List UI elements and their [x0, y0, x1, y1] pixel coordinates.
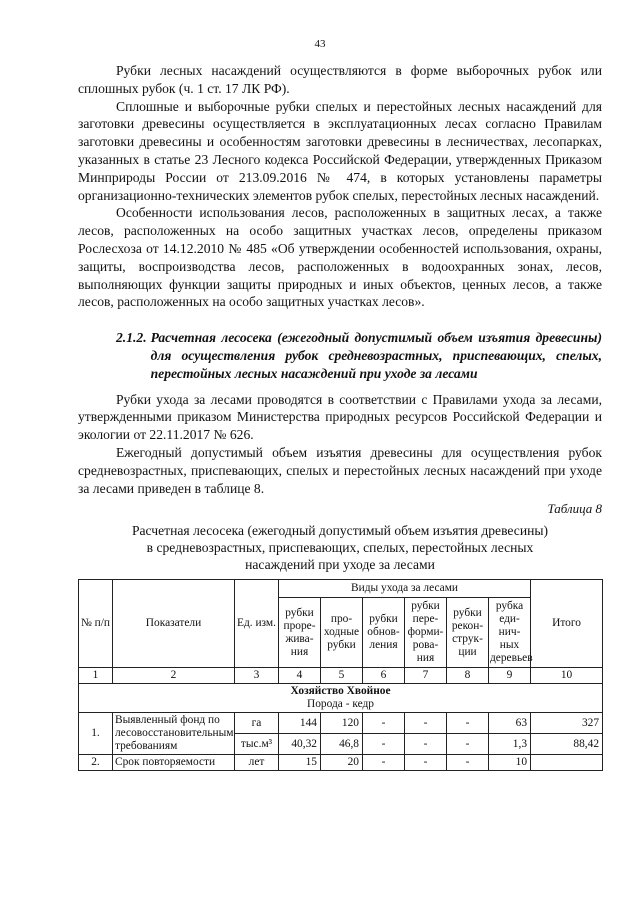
- row-value: 10: [489, 755, 531, 771]
- section-heading: [78, 329, 602, 382]
- row-value: -: [447, 734, 489, 755]
- forest-cutting-table: [78, 579, 603, 771]
- section-title: Расчетная лесосека (ежегодный допустимый объем изъятия древесины) для осуществления рубок средневозрастных, приспевающих, спелых, перестойных лесных насаждений при уходе за лесами: [150, 330, 602, 381]
- header-indicator: Показатели: [113, 580, 235, 668]
- row-num: 1.: [79, 713, 113, 755]
- row-value: 63: [489, 713, 531, 734]
- column-number: 2: [113, 668, 235, 684]
- row-value: -: [405, 713, 447, 734]
- header-num: № п/п: [79, 580, 113, 668]
- farm-section: [79, 684, 603, 713]
- row-value: 144: [279, 713, 321, 734]
- table-title-line: насаждений при уходе за лесами: [245, 557, 435, 573]
- row-value: -: [405, 734, 447, 755]
- column-number: 5: [321, 668, 363, 684]
- farm-row: [79, 684, 603, 713]
- column-number: 4: [279, 668, 321, 684]
- table-label: Таблица 8: [547, 501, 602, 517]
- row-value: -: [447, 713, 489, 734]
- header-type: рубка еди-нич-ных деревьев: [489, 598, 531, 668]
- page-number: 43: [314, 38, 326, 50]
- row-value: 120: [321, 713, 363, 734]
- row-value: -: [447, 755, 489, 771]
- row-value: -: [363, 734, 405, 755]
- column-number: 3: [235, 668, 279, 684]
- column-number: 9: [489, 668, 531, 684]
- column-number: 1: [79, 668, 113, 684]
- page-content: [78, 62, 602, 771]
- table-title-line: в средневозрастных, приспевающих, спелых, перестойных лесных: [146, 540, 534, 556]
- paragraph: Рубки ухода за лесами проводятся в соответствии с Правилами ухода за лесами, утвержденными приказом Министерства природных ресурсов Российской Федерации и экологии от 22.11.2017 № 626.: [78, 391, 602, 443]
- header-type: рубки проре-жива-ния: [279, 598, 321, 668]
- column-number: 10: [531, 668, 603, 684]
- row-value: 20: [321, 755, 363, 771]
- row-value: -: [405, 755, 447, 771]
- row-unit: га: [235, 713, 279, 734]
- column-number: 8: [447, 668, 489, 684]
- header-type: рубки пере-форми-рова-ния: [405, 598, 447, 668]
- header-group: Виды ухода за лесами: [279, 580, 531, 598]
- column-number-row: [79, 668, 603, 684]
- row-indicator: Срок повторяемости: [113, 755, 235, 771]
- paragraph: Рубки лесных насаждений осуществляются в форме выборочных рубок или сплошных рубок (ч. 1 ст. 17 ЛК РФ).: [78, 63, 602, 96]
- paragraph: Ежегодный допустимый объем изъятия древесины для осуществления рубок средневозрастных, приспевающих, спелых и перестойных лесных насаждений при уходе за лесами приведен в таблице 8.: [78, 444, 602, 496]
- header-total: Итого: [531, 580, 603, 668]
- row-value: 46,8: [321, 734, 363, 755]
- row-num: 2.: [79, 755, 113, 771]
- farm-title: Хозяйство Хвойное: [290, 685, 391, 698]
- row-unit: лет: [235, 755, 279, 771]
- table-title-line: Расчетная лесосека (ежегодный допустимый объем изъятия древесины): [131, 523, 549, 539]
- row-unit: тыс.м³: [235, 734, 279, 755]
- row-indicator: Выявленный фонд по лесовосстановительным требованиям: [113, 713, 235, 755]
- row-value: 40,32: [279, 734, 321, 755]
- row-total: 327: [531, 713, 603, 734]
- row-value: -: [363, 713, 405, 734]
- table-row: [79, 713, 603, 734]
- column-number: 7: [405, 668, 447, 684]
- row-value: 1,3: [489, 734, 531, 755]
- table-header-row: [79, 580, 603, 598]
- breed-title: Порода - кедр: [307, 698, 374, 711]
- section-number: 2.1.2.: [116, 330, 147, 346]
- header-type: рубки обнов-ления: [363, 598, 405, 668]
- row-value: -: [363, 755, 405, 771]
- table-row: [79, 755, 603, 771]
- row-total: [531, 755, 603, 771]
- column-number: 6: [363, 668, 405, 684]
- row-total: 88,42: [531, 734, 603, 755]
- paragraph: Сплошные и выборочные рубки спелых и перестойных лесных насаждений для заготовки древесины осуществляется в эксплуатационных лесах согласно Правилам заготовки древесины и особенностям заготовки древесины в лесничествах, лесопарках, указанных в статье 23 Лесного кодекса Российской Федерации, утвержденных Приказом Минприроды России от 213.09.2016 № 474, в которых установлены параметры организационно-технических элементов рубок спелых, перестойных лесных насаждений.: [78, 98, 602, 203]
- header-type: про-ходные рубки: [321, 598, 363, 668]
- table-title: [78, 522, 602, 573]
- header-type: рубки рекон-струк-ции: [447, 598, 489, 668]
- paragraph: Особенности использования лесов, расположенных в защитных лесах, а также лесов, расположенных на особо защитных участках лесов, определены приказом Рослесхоза от 14.12.2010 № 485 «Об утверждении особенностей использования, охраны, защиты, воспроизводства лесов, расположенных в водоохранных зонах, лесов, выполняющих функции защиты природных и иных объектов, ценных лесов, а также лесов, расположенных на особо защитных участках лесов».: [78, 205, 602, 310]
- row-value: 15: [279, 755, 321, 771]
- header-unit: Ед. изм.: [235, 580, 279, 668]
